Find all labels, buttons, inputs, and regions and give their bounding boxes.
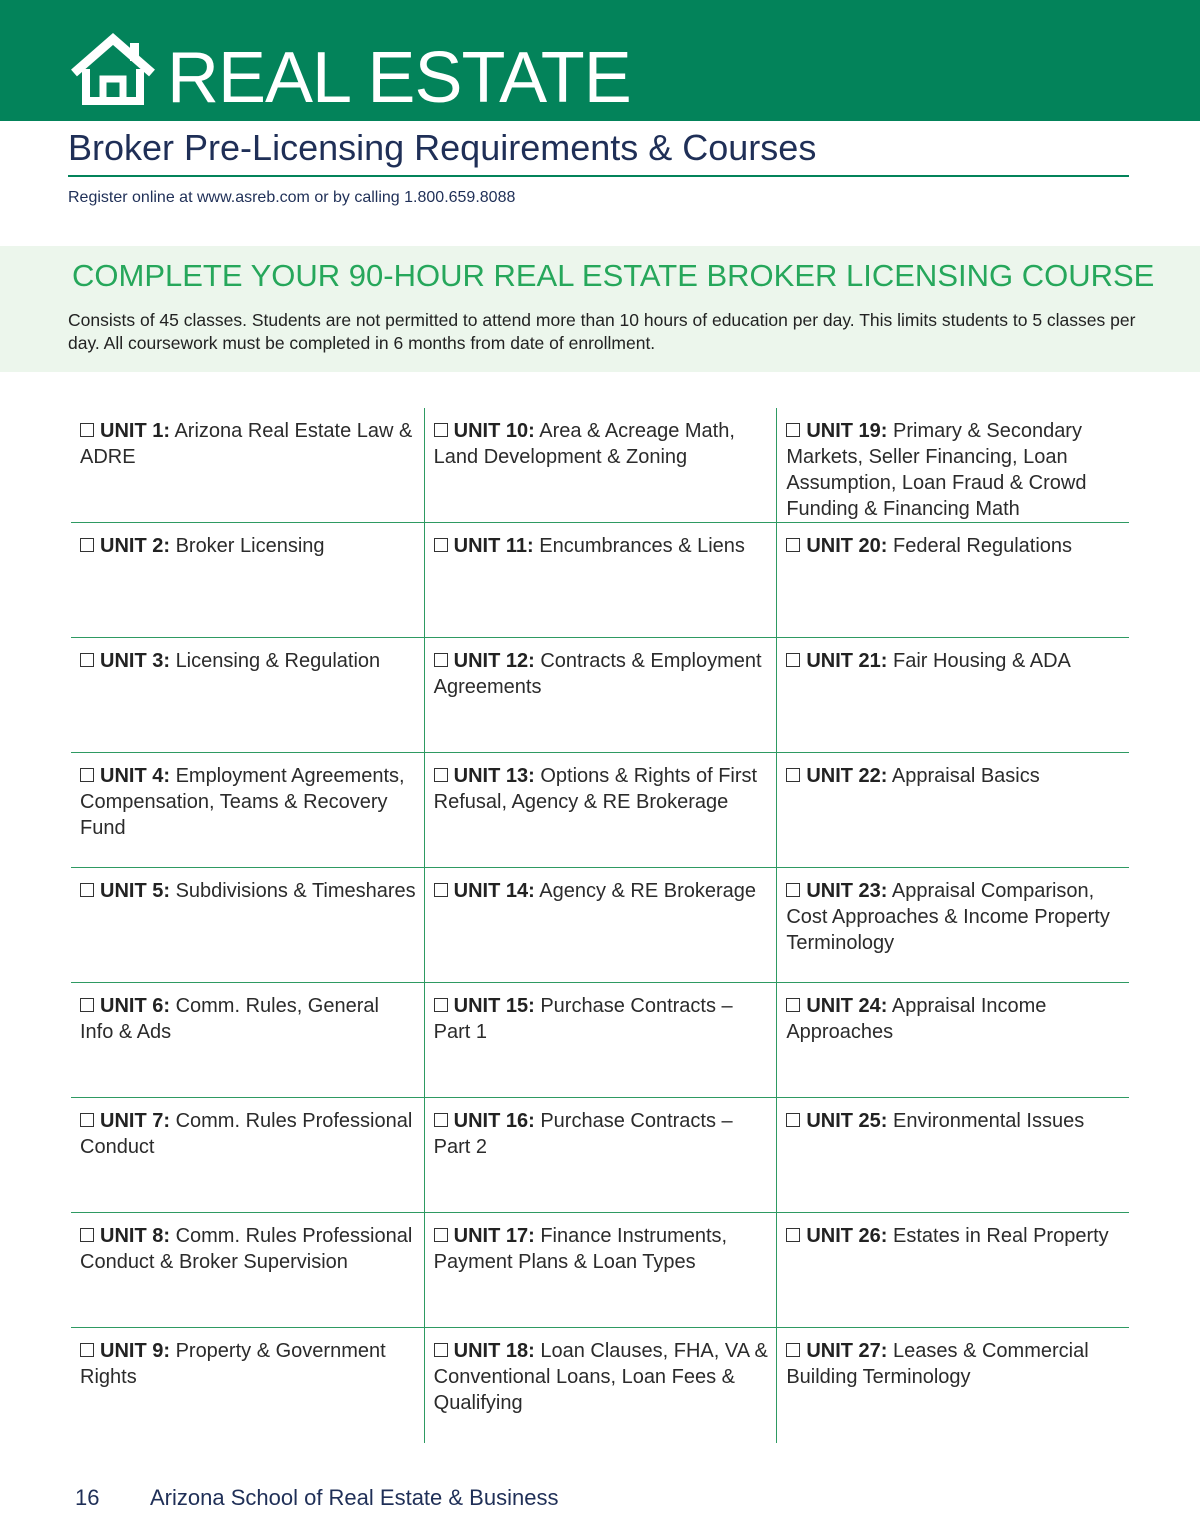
checkbox[interactable] <box>434 883 448 897</box>
unit-number: UNIT 17: <box>453 1225 535 1247</box>
unit-cell <box>71 638 424 753</box>
register-info: Register online at www.asreb.com or by calling 1.800.659.8088 <box>68 189 516 206</box>
unit-title: Arizona Real Estate Law & ADRE <box>80 420 413 468</box>
unit-title: Comm. Rules, General Info & Ads <box>80 995 379 1043</box>
unit-number: UNIT 14: <box>453 880 535 902</box>
house-icon <box>70 33 156 105</box>
checkbox[interactable] <box>80 998 94 1012</box>
unit-title: Appraisal Comparison, Cost Approaches & Income Property Terminology <box>786 880 1110 954</box>
unit-cell <box>424 753 777 868</box>
checkbox[interactable] <box>80 1113 94 1127</box>
checkbox[interactable] <box>786 538 800 552</box>
unit-cell <box>71 868 424 983</box>
unit-cell <box>776 638 1129 753</box>
checkbox[interactable] <box>786 998 800 1012</box>
unit-cell <box>71 1328 424 1443</box>
unit-cell <box>71 1098 424 1213</box>
unit-title: Licensing & Regulation <box>175 650 381 672</box>
unit-number: UNIT 5: <box>100 880 170 902</box>
unit-cell <box>424 1213 777 1328</box>
unit-number: UNIT 12: <box>453 650 535 672</box>
unit-cell <box>776 1328 1129 1443</box>
unit-cell <box>776 408 1129 523</box>
unit-title: Purchase Contracts – Part 2 <box>433 1110 733 1158</box>
unit-number: UNIT 24: <box>806 995 888 1017</box>
unit-title: Environmental Issues <box>893 1110 1085 1132</box>
checkbox[interactable] <box>80 653 94 667</box>
unit-cell <box>776 1213 1129 1328</box>
unit-number: UNIT 23: <box>806 880 888 902</box>
unit-number: UNIT 22: <box>806 765 888 787</box>
unit-title: Property & Government Rights <box>80 1340 386 1388</box>
intro-text: Consists of 45 classes. Students are not permitted to attend more than 10 hours of education per day. This limits students to 5 classes per day. All coursework must be completed in 6 months from date of enrollment. <box>68 310 1136 353</box>
checkbox[interactable] <box>434 1343 448 1357</box>
unit-title: Appraisal Basics <box>891 765 1040 787</box>
checkbox[interactable] <box>434 423 448 437</box>
unit-cell <box>71 753 424 868</box>
checkbox[interactable] <box>786 1113 800 1127</box>
checkbox[interactable] <box>434 538 448 552</box>
checkbox[interactable] <box>786 653 800 667</box>
unit-title: Employment Agreements, Compensation, Teams & Recovery Fund <box>80 765 405 839</box>
unit-title: Leases & Commercial Building Terminology <box>786 1340 1089 1388</box>
unit-cell <box>424 983 777 1098</box>
unit-number: UNIT 26: <box>806 1225 888 1247</box>
checkbox[interactable] <box>434 998 448 1012</box>
unit-number: UNIT 27: <box>806 1340 888 1362</box>
unit-title: Loan Clauses, FHA, VA & Conventional Loans, Loan Fees & Qualifying <box>433 1340 768 1414</box>
checkbox[interactable] <box>434 1113 448 1127</box>
checkbox[interactable] <box>786 1228 800 1242</box>
unit-title: Purchase Contracts – Part 1 <box>433 995 733 1043</box>
page-title: REAL ESTATE <box>167 38 631 118</box>
header-banner <box>0 0 1200 121</box>
unit-number: UNIT 25: <box>806 1110 888 1132</box>
unit-number: UNIT 8: <box>100 1225 170 1247</box>
unit-number: UNIT 4: <box>100 765 170 787</box>
checkbox[interactable] <box>434 653 448 667</box>
unit-title: Area & Acreage Math, Land Development & Zoning <box>433 420 735 468</box>
unit-cell <box>424 1098 777 1213</box>
unit-cell <box>776 868 1129 983</box>
page-number: 16 <box>75 1485 100 1510</box>
unit-title: Finance Instruments, Payment Plans & Loan Types <box>433 1225 728 1273</box>
checkbox[interactable] <box>434 1228 448 1242</box>
checkbox[interactable] <box>786 768 800 782</box>
unit-number: UNIT 16: <box>453 1110 535 1132</box>
unit-cell <box>424 1328 777 1443</box>
checkbox[interactable] <box>786 423 800 437</box>
checkbox[interactable] <box>434 768 448 782</box>
unit-cell <box>776 1098 1129 1213</box>
checkbox[interactable] <box>80 768 94 782</box>
unit-title: Comm. Rules Professional Conduct <box>80 1110 413 1158</box>
divider <box>68 175 1129 177</box>
unit-cell <box>71 983 424 1098</box>
footer-school-name: Arizona School of Real Estate & Business <box>150 1485 559 1510</box>
intro-title: COMPLETE YOUR 90-HOUR REAL ESTATE BROKER LICENSING COURSE <box>72 258 1155 293</box>
unit-number: UNIT 10: <box>453 420 535 442</box>
unit-title: Primary & Secondary Markets, Seller Financing, Loan Assumption, Loan Fraud & Crowd Funding & Financing Math <box>786 420 1087 520</box>
unit-number: UNIT 6: <box>100 995 170 1017</box>
unit-cell <box>424 408 777 523</box>
unit-number: UNIT 21: <box>806 650 888 672</box>
checkbox[interactable] <box>786 1343 800 1357</box>
unit-number: UNIT 1: <box>100 420 170 442</box>
unit-title: Estates in Real Property <box>893 1225 1109 1247</box>
unit-number: UNIT 20: <box>806 535 888 557</box>
checkbox[interactable] <box>786 883 800 897</box>
unit-cell <box>424 523 777 638</box>
unit-number: UNIT 18: <box>453 1340 535 1362</box>
unit-number: UNIT 9: <box>100 1340 170 1362</box>
unit-number: UNIT 2: <box>100 535 170 557</box>
unit-title: Comm. Rules Professional Conduct & Broker Supervision <box>80 1225 413 1273</box>
checkbox[interactable] <box>80 1228 94 1242</box>
unit-cell <box>71 408 424 523</box>
checkbox[interactable] <box>80 1343 94 1357</box>
unit-number: UNIT 3: <box>100 650 170 672</box>
unit-cell <box>776 753 1129 868</box>
unit-number: UNIT 19: <box>806 420 888 442</box>
unit-cell <box>776 523 1129 638</box>
unit-cell <box>71 523 424 638</box>
unit-number: UNIT 13: <box>453 765 535 787</box>
checkbox[interactable] <box>80 538 94 552</box>
unit-title: Broker Licensing <box>175 535 325 557</box>
page-subtitle: Broker Pre-Licensing Requirements & Courses <box>68 127 817 168</box>
unit-title: Subdivisions & Timeshares <box>175 880 416 902</box>
unit-title: Agency & RE Brokerage <box>539 880 757 902</box>
checkbox[interactable] <box>80 423 94 437</box>
unit-title: Federal Regulations <box>893 535 1073 557</box>
unit-cell <box>71 1213 424 1328</box>
unit-title: Encumbrances & Liens <box>539 535 745 557</box>
unit-number: UNIT 15: <box>453 995 535 1017</box>
unit-title: Appraisal Income Approaches <box>786 995 1047 1043</box>
unit-title: Fair Housing & ADA <box>893 650 1071 672</box>
unit-cell <box>776 983 1129 1098</box>
checkbox[interactable] <box>80 883 94 897</box>
unit-title: Contracts & Employment Agreements <box>433 650 762 698</box>
unit-number: UNIT 11: <box>453 535 534 557</box>
unit-cell <box>424 868 777 983</box>
unit-number: UNIT 7: <box>100 1110 170 1132</box>
unit-cell <box>424 638 777 753</box>
unit-title: Options & Rights of First Refusal, Agency & RE Brokerage <box>433 765 758 813</box>
unit-grid <box>71 408 1129 1443</box>
